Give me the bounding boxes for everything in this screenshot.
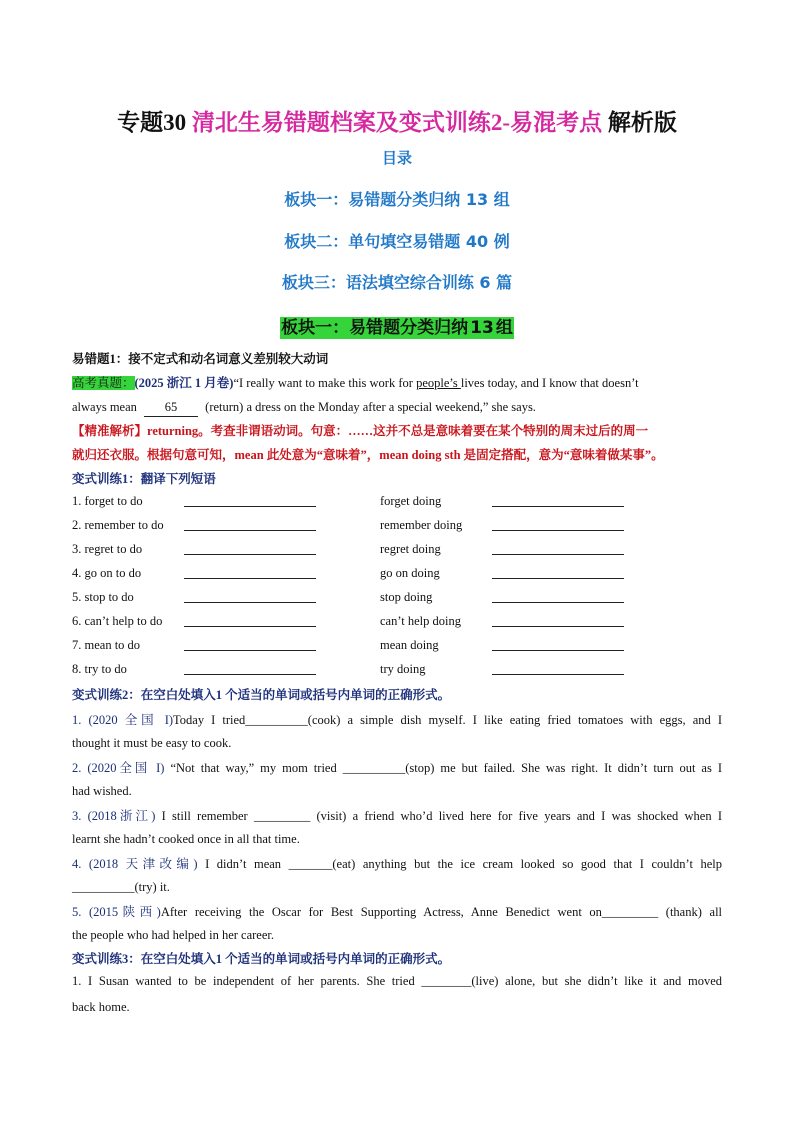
- q1-tag: 高考真题：: [72, 376, 135, 390]
- drill1-row-2-right-blank[interactable]: [492, 518, 624, 531]
- drill1-row-5-left: 5. stop to do: [72, 590, 134, 604]
- title-suffix: 解析版: [607, 110, 677, 135]
- drill2-item-2-line-2: had wished.: [72, 784, 132, 798]
- q1-text-a: “I really want to make this work for: [233, 376, 417, 390]
- drill2-item-1-line-1: [72, 710, 722, 728]
- drill1-row-8-right: try doing: [380, 662, 426, 676]
- drill2-item-4-line-1: [72, 854, 722, 872]
- drill2-item-3-line-1: [72, 806, 722, 824]
- q1-analysis-2: 就归还衣服。根据句意可知，mean 此处意为“意味着”，mean doing sth 是固定搭配，意为“意味着做某事”。: [72, 448, 664, 462]
- section-heading: [0, 313, 794, 338]
- drill1-row-7-right: mean doing: [380, 638, 439, 652]
- drill1-row-5-left-blank[interactable]: [184, 590, 316, 603]
- drill1-row-1-right-blank[interactable]: [492, 494, 624, 507]
- title-prefix: 专题30: [117, 110, 187, 135]
- toc-item-3: 板块三：语法填空综合训练 6 篇: [281, 273, 513, 292]
- q1-source: (2025 浙江 1 月卷): [134, 376, 234, 390]
- drill1-row-7-left: 7. mean to do: [72, 638, 141, 652]
- drill1-row-2-left: 2. remember to do: [72, 518, 164, 532]
- toc-heading: 目录: [381, 151, 412, 167]
- drill1-row-8-left: 8. try to do: [72, 662, 127, 676]
- drill2-item-1-source: 1. (2020 全国 I): [72, 713, 174, 727]
- drill3-item-1-line-1: 1. I Susan wanted to be independent of her parents. She tried ________(live) alone, but she didn’t like it and moved: [72, 974, 722, 988]
- drill1-row-3-right: regret doing: [380, 542, 441, 556]
- q1-analysis-tag: 【精准解析】: [72, 424, 148, 438]
- drill1-row-2-right: remember doing: [380, 518, 463, 532]
- drill2-item-2-text: “Not that way,” my mom tried __________(stop) me but failed. She was right. It didn’t turn out as I: [164, 761, 722, 775]
- drill1-row-1-right: forget doing: [380, 494, 442, 508]
- drill2-item-4-text: I didn’t mean _______(eat) anything but the ice cream looked so good that I couldn’t help: [197, 857, 722, 871]
- drill1-row-1-left: 1. forget to do: [72, 494, 143, 508]
- section-heading-a: 板块一：易错题分类归纳: [281, 318, 469, 338]
- drill2-item-5-source: 5. (2015陕西): [72, 905, 161, 919]
- q1-line2-b: (return) a dress on the Monday after a special weekend,” she says.: [205, 400, 536, 414]
- drill1-row-4-right-blank[interactable]: [492, 566, 624, 579]
- drill2-item-3-text: I still remember _________ (visit) a friend who’d lived here for five years and I was shocked when I: [155, 809, 722, 823]
- q1-line2-a: always mean: [72, 400, 137, 414]
- drill3-heading: 变式训练3：在空白处填入1 个适当的单词或括号内单词的正确形式。: [72, 952, 451, 966]
- drill2-item-4-source: 4. (2018 天津改编): [72, 857, 198, 871]
- drill1-row-6-right-blank[interactable]: [492, 614, 624, 627]
- page-title: [0, 104, 794, 137]
- q1-line-1: [72, 374, 722, 392]
- drill2-item-5-text: After receiving the Oscar for Best Supporting Actress, Anne Benedict went on_________ (thank) all: [160, 905, 723, 919]
- drill1-heading: 变式训练1：翻译下列短语: [72, 472, 216, 486]
- drill1-row-2-left-blank[interactable]: [184, 518, 316, 531]
- drill1-row-8-left-blank[interactable]: [184, 662, 316, 675]
- title-main: 清北生易错题档案及变式训练2-易混考点: [191, 110, 603, 135]
- drill1-row-6-left-blank[interactable]: [184, 614, 316, 627]
- q1-heading: 易错题1：接不定式和动名词意义差别较大动词: [72, 352, 329, 366]
- drill2-item-3-source: 3. (2018浙江): [72, 809, 156, 823]
- drill2-item-2-line-1: [72, 758, 722, 776]
- drill1-row-3-right-blank[interactable]: [492, 542, 624, 555]
- drill3-item-1-line-2: back home.: [72, 1000, 130, 1014]
- drill2-item-5-line-2: the people who had helped in her career.: [72, 928, 274, 942]
- q1-line-2: [72, 398, 536, 417]
- drill1-row-1-left-blank[interactable]: [184, 494, 316, 507]
- q1-answer: 65: [144, 398, 198, 417]
- toc-item-1: 板块一：易错题分类归纳 13 组: [284, 190, 510, 209]
- section-heading-num: 13: [470, 318, 494, 338]
- drill1-row-4-left: 4. go on to do: [72, 566, 142, 580]
- drill1-row-4-right: go on doing: [380, 566, 440, 580]
- drill2-heading: 变式训练2：在空白处填入1 个适当的单词或括号内单词的正确形式。: [72, 688, 451, 702]
- drill1-row-6-left: 6. can’t help to do: [72, 614, 163, 628]
- drill1-row-7-right-blank[interactable]: [492, 638, 624, 651]
- q1-analysis-1: [72, 422, 648, 440]
- drill2-item-4-line-2: __________(try) it.: [72, 880, 170, 894]
- drill1-row-7-left-blank[interactable]: [184, 638, 316, 651]
- drill2-item-1-text: Today I tried__________(cook) a simple dish myself. I like eating fried tomatoes with eggs, and I: [173, 713, 722, 727]
- drill2-item-2-source: 2. (2020全国 I): [72, 761, 165, 775]
- drill2-item-5-line-1: [72, 902, 722, 920]
- drill1-row-3-left: 3. regret to do: [72, 542, 143, 556]
- drill1-row-5-right-blank[interactable]: [492, 590, 624, 603]
- drill1-row-8-right-blank[interactable]: [492, 662, 624, 675]
- drill1-row-5-right: stop doing: [380, 590, 433, 604]
- drill1-row-4-left-blank[interactable]: [184, 566, 316, 579]
- drill1-row-3-left-blank[interactable]: [184, 542, 316, 555]
- drill1-row-6-right: can’t help doing: [380, 614, 461, 628]
- toc-item-2: 板块二：单句填空易错题 40 例: [284, 232, 510, 251]
- drill2-item-3-line-2: learnt she hadn’t cooked once in all that time.: [72, 832, 300, 846]
- q1-text-underlined: people’s: [416, 376, 461, 390]
- q1-analysis-text-1: returning。考查非谓语动词。句意：……这并不总是意味着要在某个特别的周末过后的周一: [147, 424, 649, 438]
- q1-text-b: lives today, and I know that doesn’t: [460, 376, 639, 390]
- section-heading-b: 组: [495, 318, 513, 338]
- drill2-item-1-line-2: thought it must be easy to cook.: [72, 736, 232, 750]
